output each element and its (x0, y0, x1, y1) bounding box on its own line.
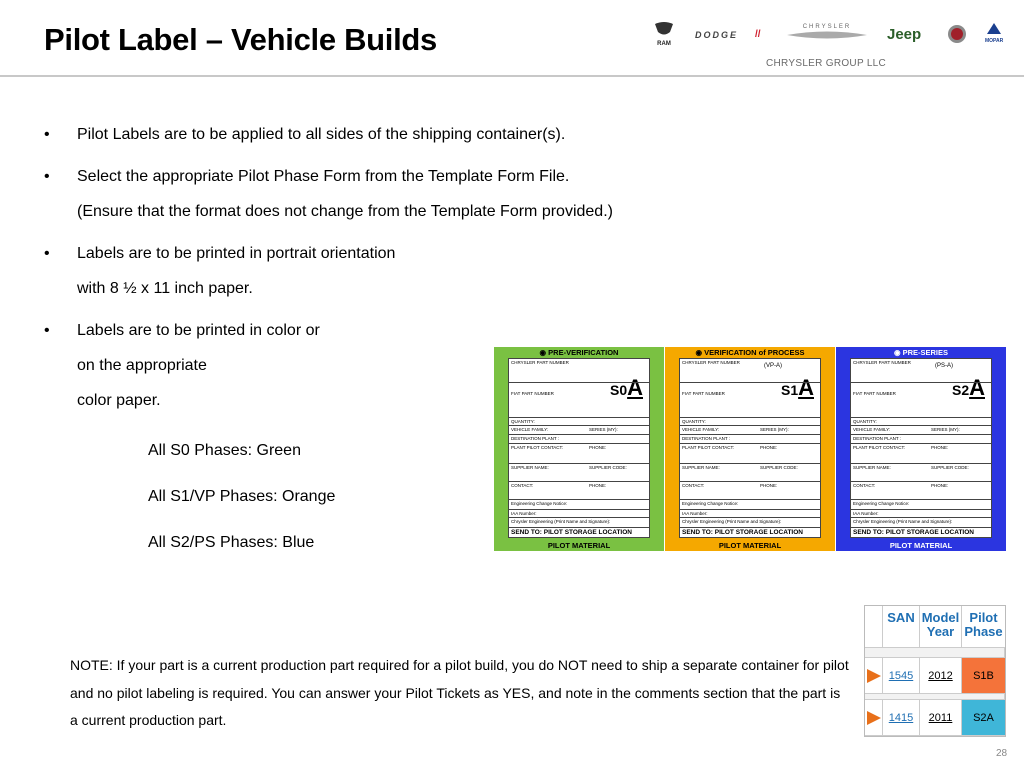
form-header: ◉ PRE-SERIES (893, 348, 949, 357)
form-field-label: SERIES (MY): (760, 427, 789, 432)
phase-green: All S0 Phases: Green (148, 442, 301, 459)
form-field-label: DESTINATION PLANT : (511, 436, 560, 441)
phase-code: S1A (780, 375, 814, 400)
chrysler-logo: CHRYSLER (787, 24, 867, 43)
table-row-san[interactable]: 1415 (883, 700, 920, 736)
form-field-label: DESTINATION PLANT : (853, 436, 902, 441)
pilot-label-forms (494, 347, 1008, 551)
form-field-label: CHRYSLER PART NUMBER (682, 360, 740, 365)
form-field-label: IAA Number: (682, 511, 708, 516)
form-field-label: IAA Number: (853, 511, 879, 516)
form-field-label: SEND TO: PILOT STORAGE LOCATION (682, 529, 803, 536)
form-field-label: Engineering Change Notice: (682, 501, 739, 506)
form-field-label: SUPPLIER NAME: (682, 465, 720, 470)
form-field-label: Engineering Change Notice: (511, 501, 568, 506)
form-field-label: FIAT PART NUMBER (853, 391, 896, 396)
form-field-label: PHONE: (589, 445, 607, 450)
bulb-icon: ◉ (695, 348, 705, 357)
phase-blue: All S2/PS Phases: Blue (148, 534, 315, 551)
bullet-item: • Labels are to be printed in portrait orientation with 8 ½ x 11 inch paper. (44, 245, 396, 297)
form-field-label: SEND TO: PILOT STORAGE LOCATION (511, 529, 632, 536)
form-field-label: VEHICLE FAMILY: (853, 427, 891, 432)
page-number: 28 (996, 748, 1008, 759)
fiat-logo (947, 24, 967, 47)
form-field-label: CHRYSLER PART NUMBER (853, 360, 911, 365)
form-field-label: PHONE: (589, 483, 607, 488)
phase-code: S0A (609, 375, 643, 400)
header-divider (0, 75, 1024, 77)
form-footer: PILOT MATERIAL (889, 541, 953, 550)
form-header: ◉ PRE-VERIFICATION (539, 348, 619, 357)
form-body (508, 358, 650, 538)
form-body: CHRYSLER PART NUMBER (VP-A) S1A FIAT PART NUMBER QUANTITY: VEHICLE FAMILY: SERIES (MY): DESTINATION PLANT : PLANT PILOT CONTACT: PHONE: SUPPLIER NAME: SUPPLIER CODE: CONTACT: PHONE: Engineering Change Notice: IAA Number: Chrysler Engineering (Print Name and Signature): SEND TO: PILOT STORAGE LOCATION (679, 358, 821, 538)
form-field-label: PLANT PILOT CONTACT: (853, 445, 906, 450)
form-field-label: SERIES (MY): (589, 427, 618, 432)
form-field-label: PHONE: (931, 483, 949, 488)
table-row-year: 2012 (920, 658, 962, 694)
form-field-label: Engineering Change Notice: (853, 501, 910, 506)
bulb-icon: ◉ (893, 348, 903, 357)
dodge-logo: DODGE (695, 30, 739, 40)
form-field-label: PLANT PILOT CONTACT: (682, 445, 735, 450)
mopar-logo: MOPAR (985, 22, 1003, 44)
form-header: ◉ VERIFICATION of PROCESS (695, 348, 805, 357)
table-row-san[interactable]: 1545 (883, 658, 920, 694)
form-field-label: SUPPLIER NAME: (853, 465, 891, 470)
form-field-label: Chrysler Engineering (Print Name and Signature): (682, 519, 782, 524)
brand-logos (645, 20, 1015, 54)
form-field-label: SUPPLIER CODE: (931, 465, 969, 470)
table-row-phase: S1B (962, 658, 1005, 694)
form-field-label: VEHICLE FAMILY: (511, 427, 549, 432)
form-footer: PILOT MATERIAL (547, 541, 611, 550)
dodge-stripes-icon: // (755, 29, 761, 40)
form-field-label: Chrysler Engineering (Print Name and Signature): (511, 519, 611, 524)
form-field-label: SUPPLIER CODE: (589, 465, 627, 470)
form-field-label: CHRYSLER PART NUMBER (511, 360, 569, 365)
pilot-label-form (665, 347, 835, 551)
form-field-label: CONTACT: (511, 483, 534, 488)
form-field-label: SUPPLIER NAME: (511, 465, 549, 470)
form-footer: PILOT MATERIAL (718, 541, 782, 550)
bulb-icon: ◉ (539, 348, 549, 357)
form-field-label: PHONE: (931, 445, 949, 450)
form-field-label: PLANT PILOT CONTACT: (511, 445, 564, 450)
bullet-item: • Labels are to be printed in color or on the appropriate color paper. (44, 322, 320, 409)
table-row-year: 2011 (920, 700, 962, 736)
arrow-right-icon (867, 711, 881, 725)
form-field-label: DESTINATION PLANT : (682, 436, 731, 441)
pilot-label-form (494, 347, 664, 551)
form-field-label: VEHICLE FAMILY: (682, 427, 720, 432)
pilot-label-form (836, 347, 1006, 551)
bullet-item: • Pilot Labels are to be applied to all sides of the shipping container(s). (44, 126, 566, 143)
col-header-model-year: Model Year (920, 606, 962, 648)
jeep-logo: Jeep (887, 26, 922, 43)
form-field-label: PHONE: (760, 445, 778, 450)
table-row-phase: S2A (962, 700, 1005, 736)
phase-code: S2A (951, 375, 985, 400)
form-field-label: PHONE: (760, 483, 778, 488)
form-field-label: CONTACT: (682, 483, 705, 488)
form-field-label: Chrysler Engineering (Print Name and Signature): (853, 519, 953, 524)
form-field-label: QUANTITY: (853, 419, 877, 424)
col-header-pilot-phase: Pilot Phase (962, 606, 1005, 648)
form-body: CHRYSLER PART NUMBER (PS-A) S2A FIAT PART NUMBER QUANTITY: VEHICLE FAMILY: SERIES (MY): DESTINATION PLANT : PLANT PILOT CONTACT: PHONE: SUPPLIER NAME: SUPPLIER CODE: CONTACT: PHONE: Engineering Change Notice: IAA Number: Chrysler Engineering (Print Name and Signature): SEND TO: PILOT STORAGE LOCATION (850, 358, 992, 538)
col-header-san: SAN (883, 606, 920, 648)
form-field-label: QUANTITY: (682, 419, 706, 424)
form-field-label: CONTACT: (853, 483, 876, 488)
form-field-label: SERIES (MY): (931, 427, 960, 432)
form-field-label: SEND TO: PILOT STORAGE LOCATION (853, 529, 974, 536)
note-text: NOTE: If your part is a current production part required for a pilot build, you do NOT need to ship a separate container for pilot and no pilot labeling is required. You can answer your Pilot Tickets as YES, and note in the comments section that the part is a current production part. (70, 657, 849, 728)
company-name: CHRYSLER GROUP LLC (766, 58, 887, 69)
pilot-phase-table (864, 605, 1006, 737)
form-field-label: FIAT PART NUMBER (511, 391, 554, 396)
form-field-label: IAA Number: (511, 511, 537, 516)
form-field-label: FIAT PART NUMBER (682, 391, 725, 396)
arrow-right-icon (867, 669, 881, 683)
form-field-label: QUANTITY: (511, 419, 535, 424)
ram-logo: RAM (649, 22, 679, 47)
form-field-label: SUPPLIER CODE: (760, 465, 798, 470)
phase-orange: All S1/VP Phases: Orange (148, 488, 336, 505)
page-title: Pilot Label – Vehicle Builds (44, 22, 437, 57)
bullet-item: • Select the appropriate Pilot Phase Form from the Template Form File. (Ensure that the format does not change from the Template Form provided.) (44, 168, 613, 220)
